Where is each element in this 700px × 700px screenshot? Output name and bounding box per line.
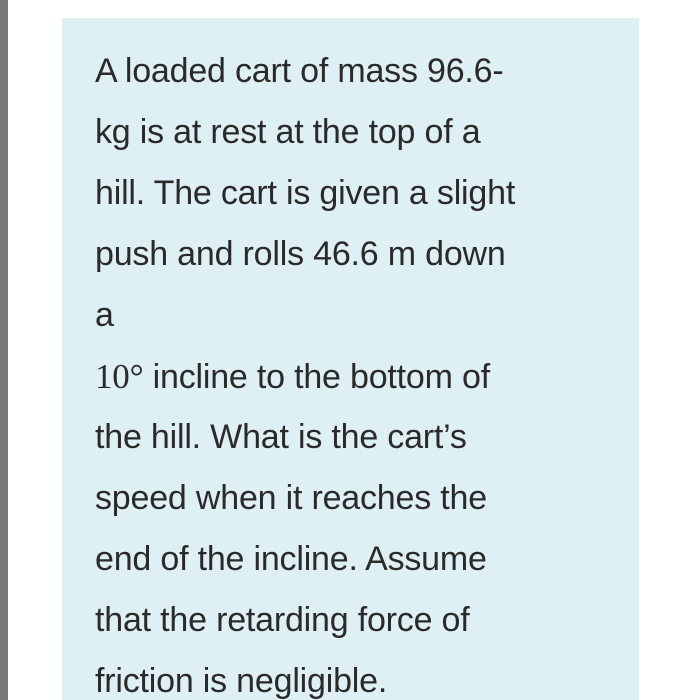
question-line: friction is negligible. bbox=[95, 662, 388, 700]
question-line-angle bbox=[95, 346, 625, 407]
question-line: the hill. What is the cart’s bbox=[95, 418, 467, 456]
question-line: A loaded cart of mass 96.6- bbox=[95, 52, 504, 90]
left-border bbox=[0, 0, 8, 700]
question-line-rest: incline to the bottom of bbox=[143, 358, 490, 396]
question-line: hill. The cart is given a slight bbox=[95, 174, 516, 212]
angle-value: 10° bbox=[95, 357, 144, 396]
question-line: push and rolls 46.6 m down bbox=[95, 235, 506, 273]
question-line: speed when it reaches the bbox=[95, 479, 487, 517]
question-line: kg is at rest at the top of a bbox=[95, 113, 481, 151]
question-line: that the retarding force of bbox=[95, 601, 470, 639]
question-line: end of the incline. Assume bbox=[95, 540, 487, 578]
question-line: a bbox=[95, 296, 114, 334]
question-text bbox=[95, 41, 625, 700]
